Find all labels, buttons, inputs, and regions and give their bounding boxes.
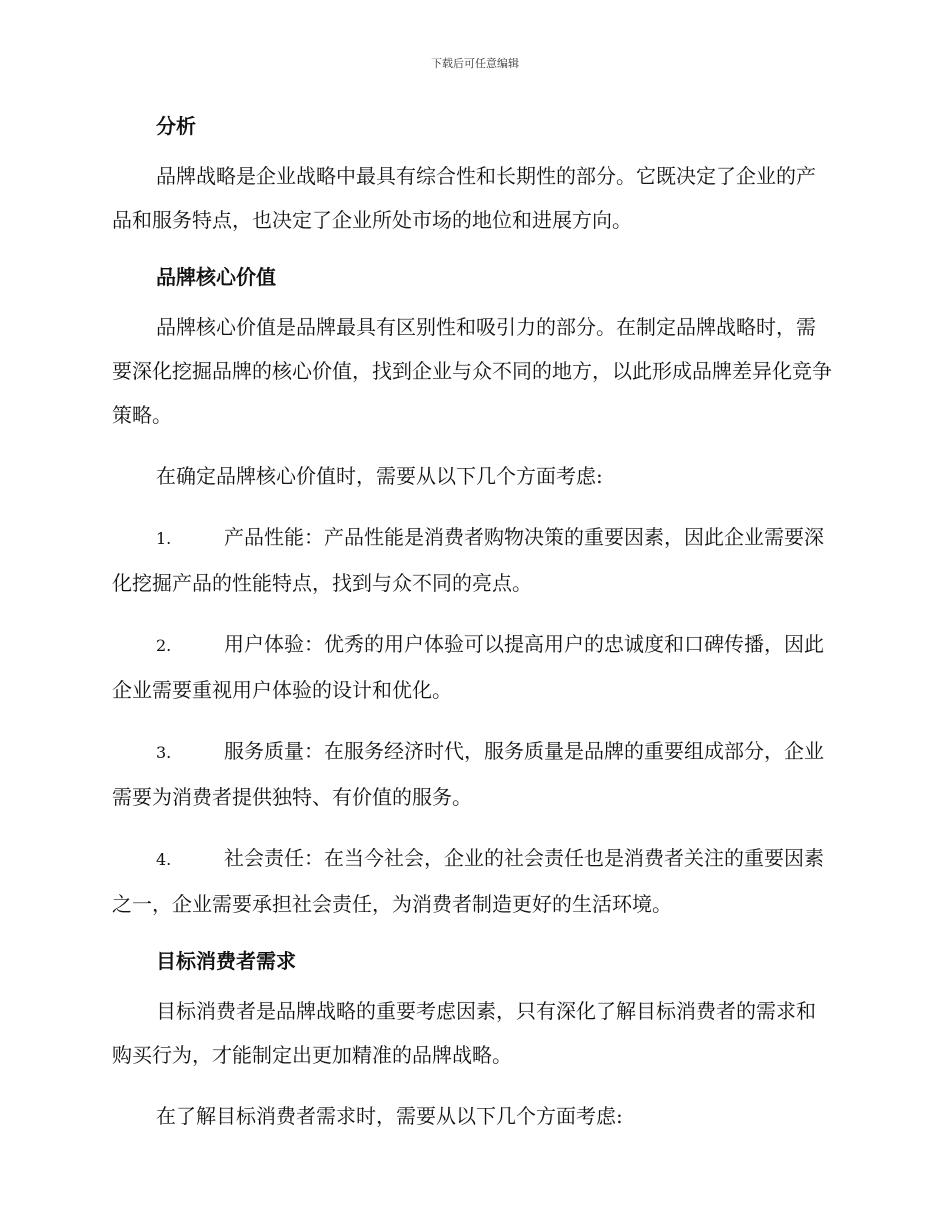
- section-heading-analysis: 分析: [156, 114, 196, 138]
- list-item: [112, 729, 832, 819]
- list-number: 3.: [156, 743, 172, 762]
- list-item-text: 服务质量：在服务经济时代，服务质量是品牌的重要组成部分，企业需要为消费者提供独特、有价值的服务。: [112, 739, 824, 809]
- section-heading-target-consumer: 目标消费者需求: [156, 949, 296, 973]
- header-note: 下载后可任意编辑: [431, 57, 519, 70]
- list-item-text: 社会责任：在当今社会，企业的社会责任也是消费者关注的重要因素之一，企业需要承担社会责任，为消费者制造更好的生活环境。: [112, 846, 824, 916]
- document-body: [112, 108, 832, 1138]
- paragraph: 品牌战略是企业战略中最具有综合性和长期性的部分。它既决定了企业的产品和服务特点，也决定了企业所处市场的地位和进展方向。: [112, 164, 816, 232]
- paragraph: 在了解目标消费者需求时，需要从以下几个方面考虑:: [156, 1104, 623, 1128]
- paragraph: 在确定品牌核心价值时，需要从以下几个方面考虑:: [156, 464, 603, 488]
- list-item-text: 用户体验：优秀的用户体验可以提高用户的忠诚度和口碑传播，因此企业需要重视用户体验的设计和优化。: [112, 632, 824, 702]
- list-item: [112, 515, 832, 605]
- list-number: 2.: [156, 636, 172, 655]
- list-item: [112, 836, 832, 926]
- paragraph: 目标消费者是品牌战略的重要考虑因素，只有深化了解目标消费者的需求和购买行为，才能制定出更加精准的品牌战略。: [112, 999, 816, 1067]
- list-item-text: 产品性能：产品性能是消费者购物决策的重要因素，因此企业需要深化挖掘产品的性能特点，找到与众不同的亮点。: [112, 525, 824, 595]
- list-number: 1.: [156, 529, 172, 548]
- list-number: 4.: [156, 850, 172, 869]
- paragraph: 品牌核心价值是品牌最具有区别性和吸引力的部分。在制定品牌战略时，需要深化挖掘品牌的核心价值，找到企业与众不同的地方，以此形成品牌差异化竞争策略。: [112, 315, 832, 427]
- section-heading-core-value: 品牌核心价值: [156, 265, 276, 289]
- list-item: [112, 622, 832, 712]
